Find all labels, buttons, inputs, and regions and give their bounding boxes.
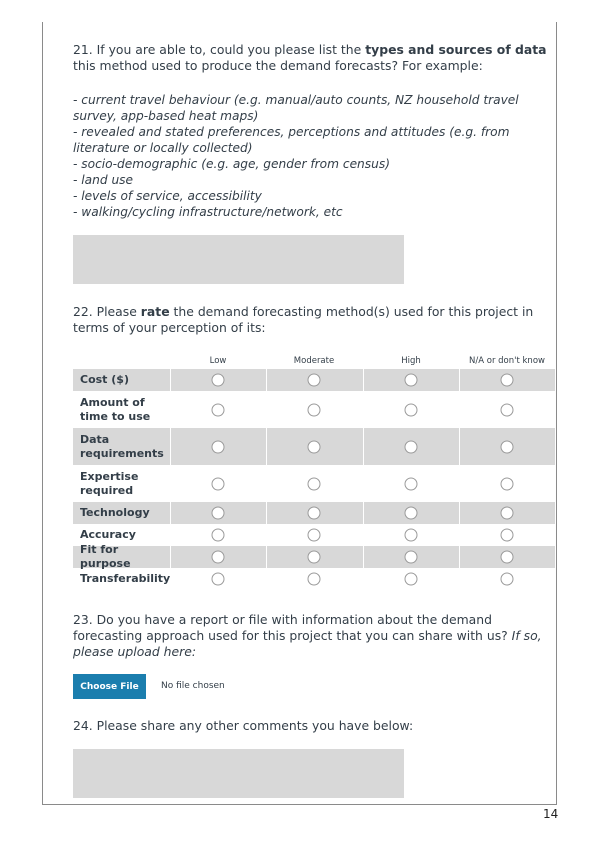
rating-radio-low[interactable] <box>212 551 225 564</box>
rating-matrix-header <box>73 354 555 369</box>
example-line: - revealed and stated preferences, perceptions and attitudes (e.g. from <box>73 125 510 139</box>
rating-radio-low[interactable] <box>212 507 225 520</box>
rating-radio-low[interactable] <box>212 374 225 387</box>
rating-row <box>73 568 555 590</box>
rating-radio-high[interactable] <box>405 507 418 520</box>
question-23: 23. Do you have a report or file with information about the demand forecasting approach used for this project that you can share with us? If so, please upload here: <box>73 612 542 659</box>
rating-radio-high[interactable] <box>405 440 418 453</box>
example-line: literature or locally collected) <box>73 141 253 155</box>
rating-row-label: Cost ($) <box>80 373 129 386</box>
rating-matrix <box>73 354 555 590</box>
rating-radio-high[interactable] <box>405 529 418 542</box>
rating-row <box>73 428 555 465</box>
rating-radio-na[interactable] <box>501 403 514 416</box>
question-22: 22. Please rate the demand forecasting method(s) used for this project in terms of your perception of its: <box>73 304 534 335</box>
rating-radio-low[interactable] <box>212 573 225 586</box>
rating-radio-moderate[interactable] <box>308 477 321 490</box>
rating-row-label: Technology <box>80 506 150 519</box>
rating-row-label: Data requirements <box>80 432 164 460</box>
rating-row <box>73 369 555 391</box>
question-21-examples <box>73 92 553 220</box>
example-line: - socio-demographic (e.g. age, gender from census) <box>73 157 390 171</box>
page-number: 14 <box>543 807 559 821</box>
rating-row <box>73 465 555 502</box>
rating-row <box>73 502 555 524</box>
column-header-moderate: Moderate <box>293 356 335 366</box>
rating-radio-moderate[interactable] <box>308 573 321 586</box>
rating-radio-moderate[interactable] <box>308 529 321 542</box>
q24-answer-textarea[interactable] <box>73 749 404 798</box>
rating-radio-high[interactable] <box>405 403 418 416</box>
column-header-high: High <box>401 356 421 366</box>
column-header-low: Low <box>209 356 227 366</box>
rating-row <box>73 543 555 570</box>
rating-radio-moderate[interactable] <box>308 507 321 520</box>
rating-radio-low[interactable] <box>212 477 225 490</box>
example-line: survey, app-based heat maps) <box>73 109 259 123</box>
rating-radio-high[interactable] <box>405 573 418 586</box>
rating-radio-na[interactable] <box>501 529 514 542</box>
q21-answer-textarea[interactable] <box>73 235 404 284</box>
rating-row-label: Accuracy <box>80 528 136 541</box>
rating-radio-na[interactable] <box>501 440 514 453</box>
rating-row-label: Expertise required <box>80 469 139 497</box>
rating-radio-na[interactable] <box>501 573 514 586</box>
column-header-na: N/A or don't know <box>469 356 545 366</box>
rating-row-label: Fit for purpose <box>80 543 131 570</box>
rating-radio-low[interactable] <box>212 529 225 542</box>
question-24: 24. Please share any other comments you have below: <box>73 718 414 733</box>
rating-radio-na[interactable] <box>501 374 514 387</box>
rating-row-label: Amount of time to use <box>80 395 151 423</box>
choose-file-button[interactable]: Choose File <box>73 674 146 699</box>
rating-radio-low[interactable] <box>212 440 225 453</box>
rating-row-label: Transferability <box>80 572 171 585</box>
rating-radio-na[interactable] <box>501 477 514 490</box>
rating-radio-moderate[interactable] <box>308 440 321 453</box>
question-21: 21. If you are able to, could you please list the types and sources of data this method used to produce the demand forecasts? For example: <box>73 42 547 73</box>
example-line: - land use <box>73 173 134 187</box>
rating-radio-moderate[interactable] <box>308 403 321 416</box>
example-line: - levels of service, accessibility <box>73 189 262 203</box>
rating-radio-na[interactable] <box>501 551 514 564</box>
rating-radio-na[interactable] <box>501 507 514 520</box>
rating-radio-low[interactable] <box>212 403 225 416</box>
example-line: - walking/cycling infrastructure/network, etc <box>73 205 343 219</box>
file-status-text: No file chosen <box>161 681 225 691</box>
rating-row <box>73 391 555 428</box>
rating-radio-high[interactable] <box>405 551 418 564</box>
rating-radio-high[interactable] <box>405 374 418 387</box>
rating-radio-high[interactable] <box>405 477 418 490</box>
example-line: - current travel behaviour (e.g. manual/auto counts, NZ household travel <box>73 93 519 107</box>
rating-radio-moderate[interactable] <box>308 374 321 387</box>
rating-radio-moderate[interactable] <box>308 551 321 564</box>
